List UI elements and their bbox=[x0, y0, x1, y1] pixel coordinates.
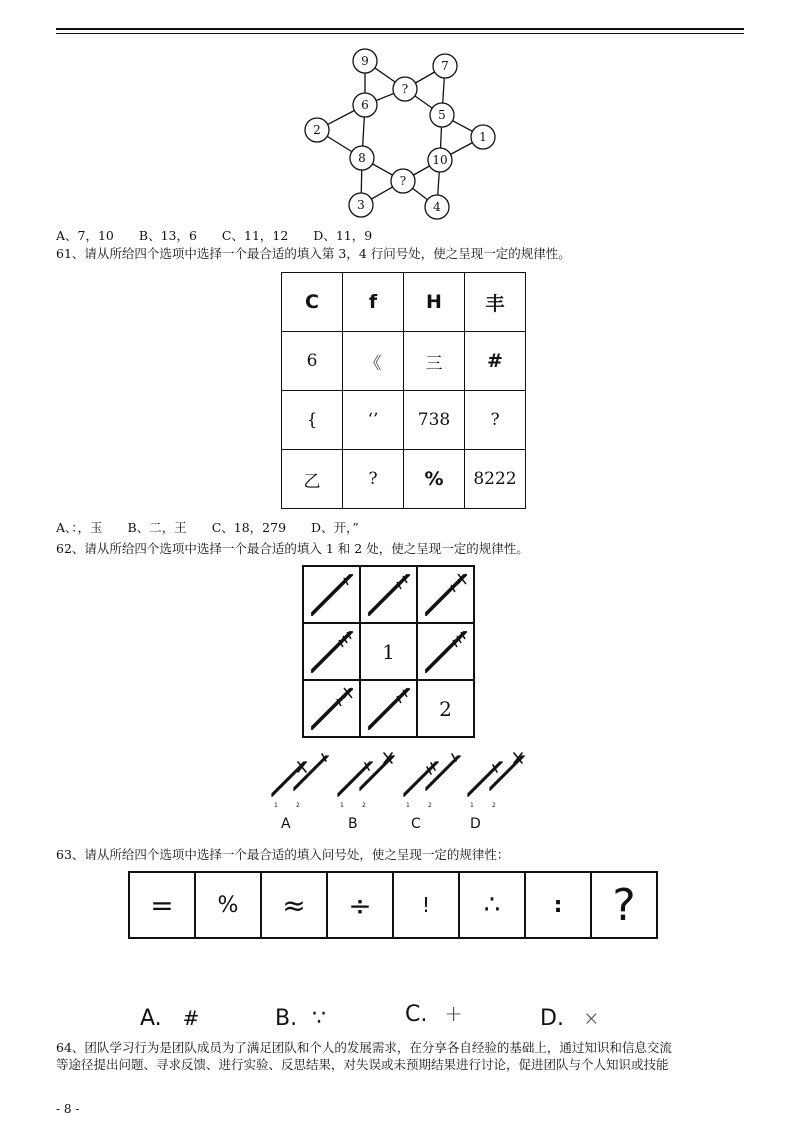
stick-tick-cross-icon bbox=[306, 683, 358, 735]
q63-cell: = bbox=[129, 872, 195, 938]
q62-cell bbox=[303, 623, 360, 680]
q60-graph bbox=[290, 40, 510, 225]
q61-cell: ? bbox=[343, 450, 404, 509]
page-number: - 8 - bbox=[56, 1102, 80, 1116]
q62-option-a-sublabel-2: 2 bbox=[296, 802, 300, 809]
stick-three-ticks-icon bbox=[306, 626, 358, 678]
q62-option-a-figure bbox=[272, 754, 328, 796]
q62-cell-1: 1 bbox=[360, 623, 417, 680]
q62-option-b-figure bbox=[338, 753, 394, 796]
q62-cell bbox=[417, 566, 474, 623]
q62-option-a-sublabel-1: 1 bbox=[274, 802, 278, 809]
q62-grid bbox=[302, 565, 475, 738]
q60-node-label: 4 bbox=[433, 200, 441, 214]
q61-options: A、：，玉 B、二，王 C、18，279 D、开，” bbox=[56, 520, 359, 535]
q60-node-label: 5 bbox=[438, 108, 446, 122]
q62-option-d-figure bbox=[468, 753, 524, 796]
q61-cell: 三 bbox=[404, 332, 465, 391]
q63-cell: ≈ bbox=[261, 872, 327, 938]
q61-cell: f bbox=[343, 273, 404, 332]
q61-cell: ? bbox=[465, 391, 526, 450]
q61-question: 61、请从所给四个选项中选择一个最合适的填入第 3，4 行问号处，使之呈现一定的规律性。 bbox=[56, 246, 571, 261]
q62-option-d-sublabel-2: 2 bbox=[492, 802, 496, 809]
q62-option-d-sublabel-1: 1 bbox=[470, 802, 474, 809]
q60-node-label: 2 bbox=[313, 123, 321, 137]
q63-cell: ∴ bbox=[459, 872, 525, 938]
q61-grid bbox=[281, 272, 526, 509]
q62-cell bbox=[303, 566, 360, 623]
table-row bbox=[282, 450, 526, 509]
table-row bbox=[303, 623, 474, 680]
q60-node-label: 7 bbox=[441, 59, 449, 73]
q62-option-c-sublabel-1: 1 bbox=[406, 802, 410, 809]
stick-two-ticks-icon bbox=[363, 569, 415, 621]
q61-cell: # bbox=[465, 332, 526, 391]
q60-node-label: 1 bbox=[479, 130, 487, 144]
q61-cell: 6 bbox=[282, 332, 343, 391]
q63-cell: ÷ bbox=[327, 872, 393, 938]
q62-option-b-label: B bbox=[348, 816, 358, 832]
q61-cell: 8222 bbox=[465, 450, 526, 509]
q62-option-c-label: C bbox=[411, 816, 421, 832]
q64-line-2: 等途径提出问题、寻求反馈、进行实验、反思结果，对失误或未预期结果进行讨论，促进团队与个人知识或技能 bbox=[56, 1057, 669, 1072]
q62-cell-2: 2 bbox=[417, 680, 474, 737]
q61-cell: 丰 bbox=[465, 273, 526, 332]
hash-symbol: # bbox=[182, 1006, 200, 1030]
q61-cell: 738 bbox=[404, 391, 465, 450]
q63-option-d bbox=[540, 1006, 600, 1031]
because-symbol: ∵ bbox=[312, 1006, 327, 1031]
q63-grid bbox=[128, 871, 658, 939]
q60-node-label: ? bbox=[401, 82, 409, 96]
q63-question: 63、请从所给四个选项中选择一个最合适的填入问号处，使之呈现一定的规律性： bbox=[56, 847, 510, 862]
table-row bbox=[282, 332, 526, 391]
q61-cell: 乙 bbox=[282, 450, 343, 509]
q62-option-b-sublabel-2: 2 bbox=[362, 802, 366, 809]
q61-cell: 《 bbox=[343, 332, 404, 391]
q63-option-c bbox=[405, 1002, 463, 1027]
q62-option-figures bbox=[268, 750, 528, 812]
q63-cell: : bbox=[525, 872, 591, 938]
q60-node-label: 6 bbox=[361, 98, 369, 112]
q62-option-c-figure bbox=[404, 754, 460, 796]
q62-option-a-label: A bbox=[281, 816, 291, 832]
q61-cell: { bbox=[282, 391, 343, 450]
q60-node-label: ? bbox=[399, 174, 407, 188]
q62-cell bbox=[417, 623, 474, 680]
q63-cell: ? bbox=[591, 872, 657, 938]
q63-option-a-letter: A. bbox=[140, 1006, 162, 1031]
q62-option-d-label: D bbox=[470, 816, 481, 832]
table-row bbox=[282, 273, 526, 332]
q60-node-label: 3 bbox=[357, 198, 365, 212]
header-rule-thin bbox=[56, 33, 744, 34]
table-row bbox=[303, 680, 474, 737]
q63-option-b-letter: B. bbox=[275, 1006, 298, 1031]
q60-node-label: 9 bbox=[361, 54, 369, 68]
times-symbol: × bbox=[582, 1006, 600, 1030]
stick-tick-cross-icon bbox=[420, 569, 472, 621]
q63-cell: ! bbox=[393, 872, 459, 938]
q60-options: A、7，10 B、13，6 C、11，12 D、11，9 bbox=[56, 228, 373, 243]
table-row bbox=[282, 391, 526, 450]
table-row bbox=[303, 566, 474, 623]
q62-option-c-sublabel-2: 2 bbox=[428, 802, 432, 809]
stick-two-ticks-icon bbox=[363, 683, 415, 735]
table-row bbox=[129, 872, 657, 938]
q62-cell bbox=[303, 680, 360, 737]
q61-cell: C bbox=[282, 273, 343, 332]
q63-option-d-letter: D. bbox=[540, 1006, 564, 1031]
q63-option-a bbox=[140, 1006, 199, 1031]
plus-symbol: + bbox=[444, 1002, 463, 1027]
q61-cell: H bbox=[404, 273, 465, 332]
q63-cell: % bbox=[195, 872, 261, 938]
q61-cell: ‘’ bbox=[343, 391, 404, 450]
q60-node-label: 10 bbox=[432, 153, 448, 167]
q61-cell: % bbox=[404, 450, 465, 509]
q62-cell bbox=[360, 566, 417, 623]
header-rule-thick bbox=[56, 28, 744, 30]
q64-line-1: 64、团队学习行为是团队成员为了满足团队和个人的发展需求，在分享各自经验的基础上，通过知识和信息交流 bbox=[56, 1040, 672, 1055]
q60-node-label: 8 bbox=[358, 151, 366, 165]
stick-three-ticks-icon bbox=[420, 626, 472, 678]
q63-option-c-letter: C. bbox=[405, 1002, 428, 1027]
q62-option-b-sublabel-1: 1 bbox=[340, 802, 344, 809]
q63-option-b bbox=[275, 1006, 326, 1031]
q62-question: 62、请从所给四个选项中选择一个最合适的填入 1 和 2 处，使之呈现一定的规律性。 bbox=[56, 541, 529, 556]
stick-one-tick-icon bbox=[306, 569, 358, 621]
q62-cell bbox=[360, 680, 417, 737]
